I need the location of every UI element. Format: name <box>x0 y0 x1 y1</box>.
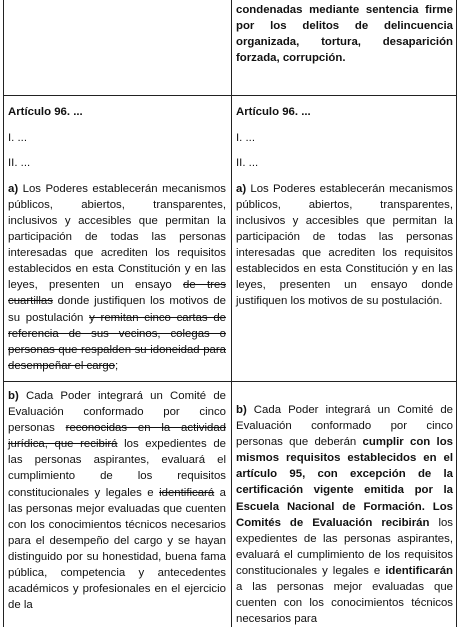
row-divider <box>4 95 456 96</box>
fraction-i: I. ... <box>8 131 27 144</box>
left-column-b <box>8 388 226 613</box>
paragraph-b <box>8 388 226 613</box>
paragraph-a <box>236 181 453 310</box>
text: a las personas mejor evaluadas que cuenten con los conocimientos técnicos necesarios para el desempeño del cargo y se hayan distinguido por su honestidad, buena fama pública, competencia y antecedentes académicos y profesionales en el ejercicio de la <box>8 486 226 612</box>
text: ; <box>115 359 119 372</box>
right-column <box>236 104 453 310</box>
right-column-b <box>236 402 453 627</box>
article-heading: Artículo 96. ... <box>236 106 311 118</box>
comparison-table <box>3 0 457 627</box>
text: donde justifiquen los motivos de su postulación <box>8 295 226 324</box>
left-column <box>8 104 226 374</box>
deleted-text: de tres cuartillas <box>8 279 226 308</box>
text: Cada Poder integrará un Comité de Evaluación conformado por cinco personas que deberán <box>236 404 453 449</box>
fraction-ii: II. ... <box>236 157 259 170</box>
fraction-ii: II. ... <box>8 157 31 170</box>
article-heading: Artículo 96. ... <box>8 106 83 118</box>
deleted-text: reconocidas en la actividad jurídica, que recibirá <box>8 422 226 451</box>
text: Los Poderes establecerán mecanismos públicos, abiertos, transparentes, inclusivos y accesibles que permitan la participación de todas las personas interesadas que acrediten los requisitos establecidos en esta Constitución y en las leyes, presenten un ensayo <box>8 182 226 292</box>
paragraph-b <box>236 402 453 627</box>
deleted-text: identificará <box>159 486 215 499</box>
added-text: identificarán <box>385 564 453 577</box>
text: a las personas mejor evaluadas que cuenten con los conocimientos técnicos necesarios para <box>236 581 453 626</box>
label-b: b) <box>8 390 19 402</box>
row-divider <box>4 381 456 382</box>
text: los expedientes de las personas aspirantes, evaluará el cumplimiento de los requisitos constitucionales y legales e <box>236 516 453 577</box>
label-a: a) <box>236 182 247 195</box>
deleted-text: y remitan cinco cartas de referencia de sus vecinos, colegas o personas que respalden su idoneidad para desempeñar el cargo <box>8 311 226 372</box>
top-right-cell <box>236 2 453 66</box>
continuation-text: condenadas mediante sentencia firme por los delitos de delincuencia organizada, tortura, desaparición forzada, corrupción. <box>236 4 453 65</box>
label-b: b) <box>236 404 247 416</box>
added-text: cumplir con los mismos requisitos establecidos en el artículo 95, con excepción de la certificación vigente emitida por la Escuela Nacional de Formación. Los Comités de Evaluación recibirán <box>236 436 453 529</box>
paragraph-a <box>8 181 226 374</box>
text: Los Poderes establecerán mecanismos públicos, abiertos, transparentes, inclusivos y accesibles que permitan la participación de todas las personas interesadas que acrediten los requisitos establecidos en esta Constitución y en las leyes, presenten un ensayo donde justifiquen los motivos de su postulación. <box>236 182 453 308</box>
text: los expedientes de las personas aspirantes, evaluará el cumplimiento de los requisitos constitucionales y legales e <box>8 438 226 499</box>
fraction-i: I. ... <box>236 131 255 144</box>
label-a: a) <box>8 182 19 195</box>
text: Cada Poder integrará un Comité de Evaluación conformado por cinco personas <box>8 390 226 435</box>
